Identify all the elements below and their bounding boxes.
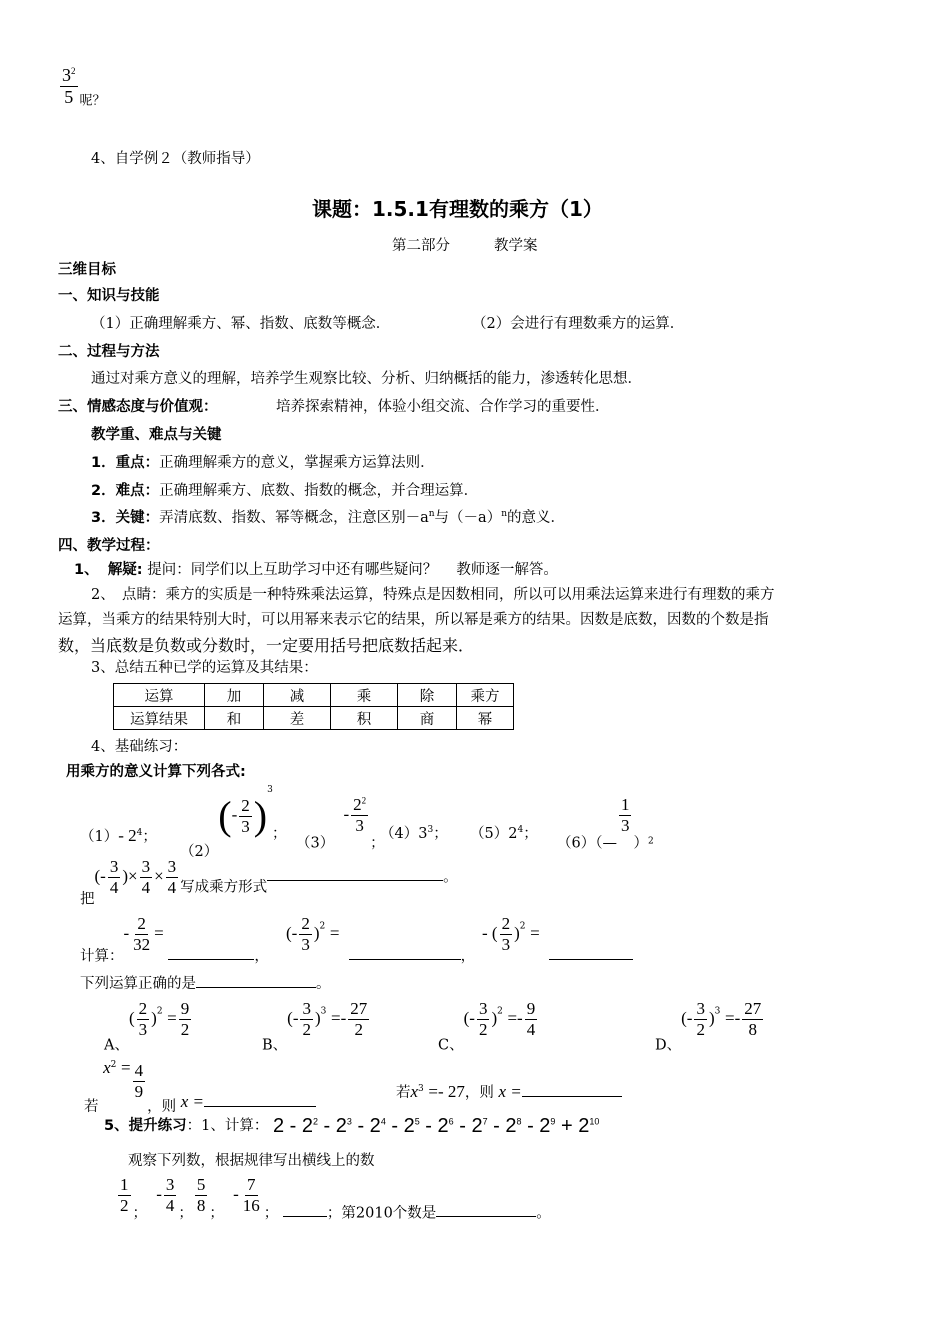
sequence-next-blank[interactable]	[283, 1202, 327, 1217]
calc-2-blank[interactable]	[349, 945, 461, 960]
exercise-instruction: 用乘方的意义计算下列各式:	[66, 764, 246, 780]
calc-3-blank[interactable]	[549, 945, 633, 960]
top-fraction: $\frac{3^2}{5}$ 呢？	[62, 65, 106, 109]
advanced-exercise: 5、提升练习：1、计算： $2 - 2^2 - 2^3 - 2^4 - 2^5 - 2^6 - 2^7 - 2^8 - 2^9 + 2^{10}$	[104, 1115, 600, 1137]
process-step-3: 3、总结五种已学的运算及其结果：	[91, 660, 318, 676]
process-step-2-line1: 2、 点睛：乘方的实质是一种特殊乘法运算，特殊点是因数相同，所以可以用乘法运算来进行有理数的乘方	[91, 587, 775, 603]
option-a[interactable]: A、( $\frac{2}{3}$ )$^2$ = $\frac{9}{2}$	[104, 999, 190, 1054]
section-attitude-title: 三、情感态度与价值观：	[58, 399, 218, 415]
knowledge-b: （2）会进行有理数乘方的运算．	[472, 316, 685, 332]
exercise-1: （1）- $2^4$；	[80, 826, 157, 845]
exercise-2-sep: ；	[272, 826, 287, 842]
subtitle-plan: 教学案	[494, 238, 538, 254]
rewrite-answer-blank[interactable]	[267, 866, 443, 881]
table-cell: 和	[205, 707, 264, 730]
teaching-process-title: 四、教学过程：	[58, 538, 160, 554]
exercise-2: （2）(- $\frac{2}{3}$ )$^3$	[180, 785, 273, 860]
advanced-expression: $2 - 2^2 - 2^3 - 2^4 - 2^5 - 2^6 - 2^7 - 2^8 - 2^9 + 2^{10}$	[272, 1115, 600, 1137]
if-cube-blank[interactable]	[522, 1082, 622, 1097]
key-points-title: 教学重、难点与关键	[91, 427, 222, 443]
top-suffix: 呢？	[79, 93, 106, 109]
option-c[interactable]: C、(- $\frac{3}{2}$ )$^2$ =- $\frac{9}{4}$	[438, 999, 536, 1054]
key-point-1: 1．重点：正确理解乘方的意义，掌握乘方运算法则．	[91, 455, 435, 471]
process-step-1: 1、 解疑: 提问：同学们以上互助学习中还有哪些疑问？ 教师逐一解答。	[74, 562, 558, 578]
process-step-4: 4、基础练习：	[91, 739, 188, 755]
table-cell: 商	[398, 707, 457, 730]
table-cell: 减	[264, 684, 331, 707]
process-step-2-line3: 数，当底数是负数或分数时，一定要用括号把底数括起来．	[58, 636, 475, 655]
operations-table	[113, 683, 514, 730]
if-cube: 若$x^3 =- 27$，则 x =	[396, 1082, 622, 1102]
key-point-3: 3．关键：弄清底数、指数、幂等概念，注意区别$-a^n$与$(-a)^n$的意义．	[91, 509, 565, 526]
sequence-2010-blank[interactable]	[436, 1202, 536, 1217]
table-cell: 积	[331, 707, 398, 730]
if-square: 若 $x^2$ = $\frac{4}{9}$ ，则 x =	[84, 1058, 316, 1116]
correct-question: 下列运算正确的是 。	[80, 973, 331, 993]
observe-instruction: 观察下列数，根据规律写出横线上的数	[128, 1153, 375, 1169]
knowledge-a: （1）正确理解乘方、幂、指数、底数等概念．	[91, 316, 391, 332]
table-cell: 乘方	[457, 684, 514, 707]
option-b[interactable]: B、(- $\frac{3}{2}$ )$^3$ =- $\frac{27}{2}$	[262, 999, 368, 1054]
option-d[interactable]: D、(- $\frac{3}{2}$ )$^3$ =- $\frac{27}{8}$	[655, 999, 762, 1054]
attitude-text: 培养探索精神，体验小组交流、合作学习的重要性．	[276, 399, 610, 415]
rewrite-exercise: 把(- $\frac{3}{4}$ )× $\frac{3}{4}$ × $\frac{3}{4}$ 写成乘方形式。	[80, 857, 458, 908]
calc-1-blank[interactable]	[168, 945, 254, 960]
exercise-4: $(4)3^3$；	[380, 825, 448, 842]
process-step-2-line2: 运算，当乘方的结果特别大时，可以用幂来表示它的结果，所以幂是乘方的结果。因数是底数，因数的个数是指	[58, 612, 769, 628]
key-point-2: 2．难点：正确理解乘方、底数、指数的概念，并合理运算．	[91, 483, 479, 499]
section-knowledge-title: 一、知识与技能	[58, 288, 160, 304]
goals-heading: 三维目标	[58, 262, 116, 278]
exercise-5: $(5)2^4$；	[470, 825, 538, 842]
page-title: 课题：1.5.1有理数的乘方（1）	[312, 197, 603, 221]
table-cell: 差	[264, 707, 331, 730]
table-row	[114, 707, 514, 730]
calc-3: - ( $\frac{2}{3}$ )$^2$ =	[482, 915, 633, 960]
exercise-6: （6）（— $\frac{1}{3}$ ）$^2$	[557, 795, 654, 852]
exercise-3: （3） - $\frac{2^2}{3}$ ；	[296, 795, 385, 852]
calc-row: 计算：- $\frac{2}{32}$ = ，	[80, 914, 269, 965]
calc-2: (- $\frac{2}{3}$ )$^2$ = ，	[286, 914, 476, 965]
if-square-blank[interactable]	[204, 1092, 316, 1107]
table-cell: 运算结果	[114, 707, 205, 730]
self-study-example: 4、自学例２（教师指导）	[91, 151, 260, 167]
table-cell: 幂	[457, 707, 514, 730]
table-cell: 除	[398, 684, 457, 707]
process-text: 通过对乘方意义的理解，培养学生观察比较、分析、归纳概括的能力，渗透转化思想．	[91, 371, 642, 387]
sequence-row: $\frac{1}{2}$ ； - $\frac{3}{4}$ ； $\frac{5}{8}$ ； - $\frac{7}{16}$ ； ；第2010个数是 。	[120, 1175, 551, 1222]
table-row	[114, 684, 514, 707]
section-process-title: 二、过程与方法	[58, 344, 160, 360]
table-cell: 运算	[114, 684, 205, 707]
table-cell: 乘	[331, 684, 398, 707]
table-cell: 加	[205, 684, 264, 707]
subtitle-part: 第二部分	[392, 238, 450, 254]
correct-answer-blank[interactable]	[196, 973, 316, 988]
